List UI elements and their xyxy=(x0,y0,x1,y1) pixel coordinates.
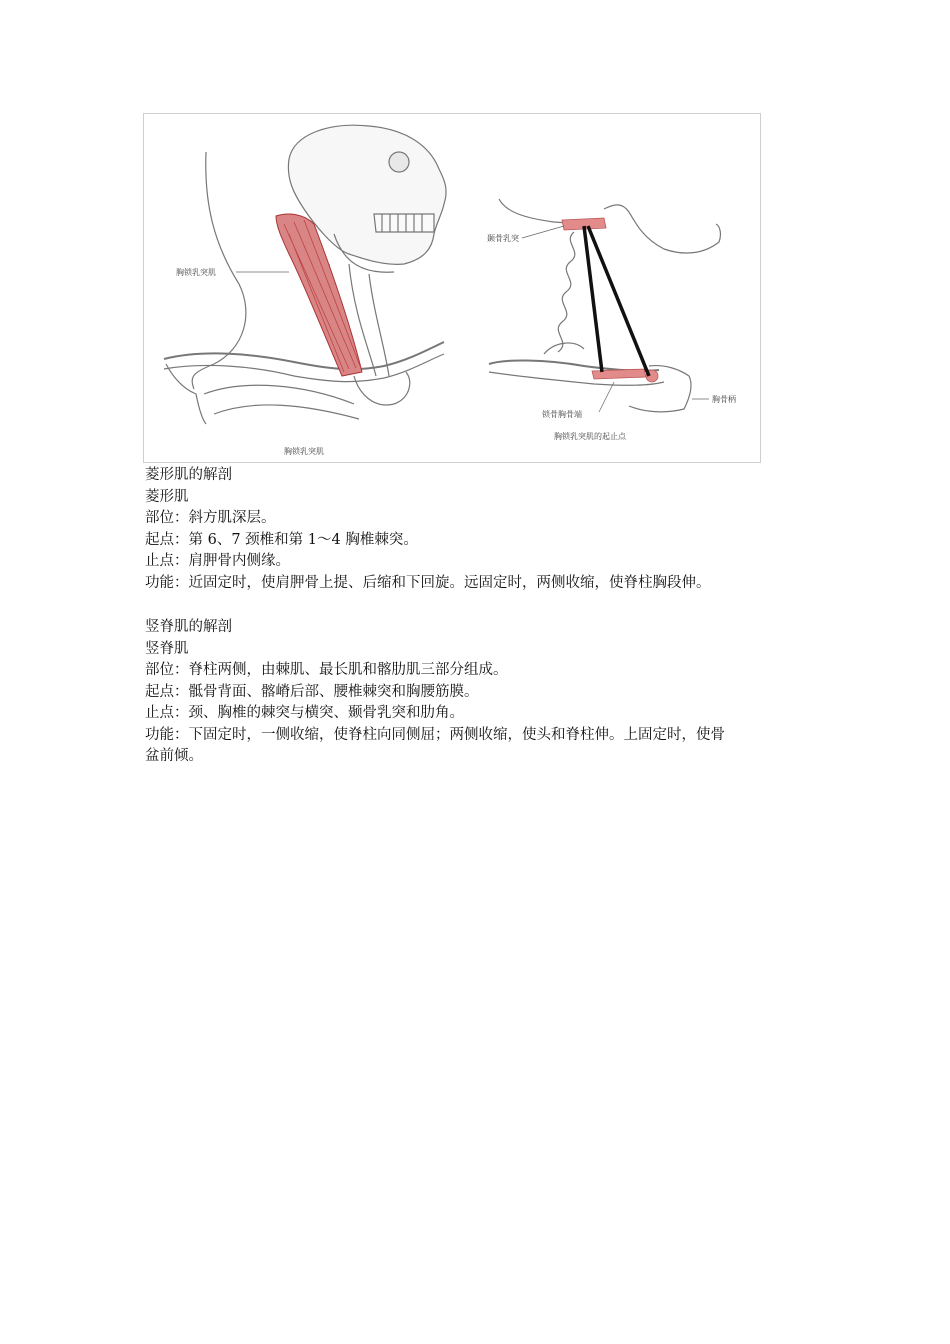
erector-section xyxy=(145,617,815,768)
rhomboid-heading: 菱形肌的解剖 xyxy=(145,467,232,483)
clavicle-label: 锁骨胸骨端 xyxy=(542,410,582,419)
rhomboid-origin: 起点：第 6、7 颈椎和第 1～4 胸椎棘突。 xyxy=(145,531,418,548)
erector-name: 竖脊肌 xyxy=(145,640,189,657)
manubrium-label: 胸骨柄 xyxy=(712,395,736,404)
scm-sternal-line xyxy=(588,226,649,376)
erector-heading: 竖脊肌的解剖 xyxy=(145,619,232,635)
right-figure-caption: 胸锁乳突肌的起止点 xyxy=(554,432,626,441)
erector-origin: 起点：骶骨背面、髂嵴后部、腰椎棘突和胸腰筋膜。 xyxy=(145,683,479,700)
rhomboid-name: 菱形肌 xyxy=(145,488,189,505)
scm-label: 胸锁乳突肌 xyxy=(176,268,216,277)
anatomy-figure xyxy=(143,113,761,463)
rhomboid-insertion: 止点：肩胛骨内侧缘。 xyxy=(145,553,290,569)
erector-insertion: 止点：颈、胸椎的棘突与横突、颞骨乳突和肋角。 xyxy=(145,705,464,721)
mastoid-label: 颞骨乳突 xyxy=(487,234,519,243)
scm-clavicular-line xyxy=(584,226,602,372)
neck-anatomy-illustration xyxy=(144,114,761,463)
erector-function-line2: 盆前倾。 xyxy=(145,748,203,764)
erector-location: 部位：脊柱两侧，由棘肌、最长肌和髂肋肌三部分组成。 xyxy=(145,662,508,678)
left-figure-caption: 胸锁乳突肌 xyxy=(284,447,324,456)
rhomboid-location: 部位：斜方肌深层。 xyxy=(145,510,276,526)
erector-function-line1: 功能：下固定时，一侧收缩，使脊柱向同侧屈；两侧收缩，使头和脊柱伸。上固定时，使骨 xyxy=(145,726,725,743)
rhomboid-section xyxy=(145,465,815,594)
rhomboid-function: 功能：近固定时，使肩胛骨上提、后缩和下回旋。远固定时，两侧收缩，使脊柱胸段伸。 xyxy=(145,574,711,591)
right-skeleton-drawing xyxy=(489,199,720,412)
